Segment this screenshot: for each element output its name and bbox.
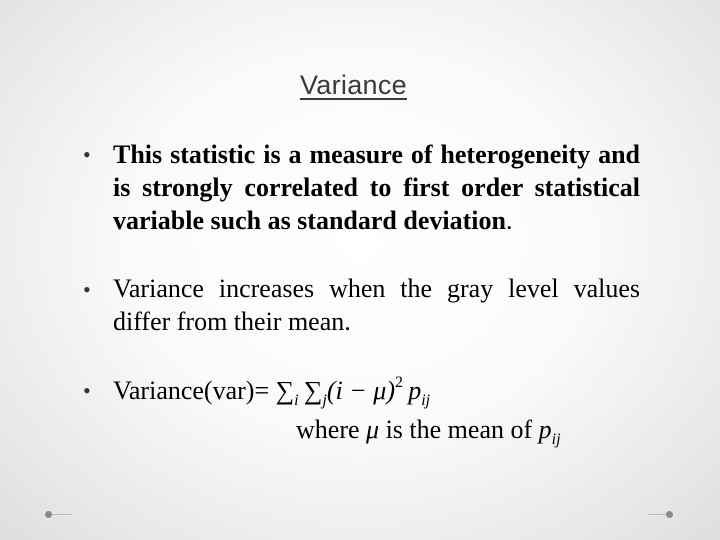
sum-index-j: j bbox=[322, 392, 327, 409]
formula-math bbox=[275, 374, 431, 409]
formula-p-subscript: ij bbox=[421, 392, 431, 409]
formula-exponent: 2 bbox=[394, 374, 403, 391]
footer-line-left bbox=[52, 514, 72, 515]
formula-label: Variance(var)= bbox=[113, 376, 270, 405]
formula-term: (i − μ) bbox=[326, 376, 395, 405]
where-mu: μ bbox=[366, 415, 380, 444]
corner-dot-left bbox=[45, 511, 52, 518]
where-middle: is the mean of bbox=[379, 415, 539, 444]
bullet-1-body: This statistic is a measure of heterogeneity and is strongly correlated to first order statistical variable such as standard deviation bbox=[113, 140, 640, 235]
where-p-subscript: ij bbox=[551, 431, 561, 448]
slide-title: Variance bbox=[300, 70, 407, 100]
bullet-1-text bbox=[113, 138, 640, 237]
bullet-marker: • bbox=[83, 142, 91, 167]
sum-index-i: i bbox=[294, 392, 299, 409]
sum-symbol: ∑ bbox=[275, 376, 295, 405]
sum-symbol: ∑ bbox=[303, 376, 323, 405]
where-prefix: where bbox=[296, 415, 367, 444]
bullet-marker: • bbox=[83, 378, 91, 403]
variance-formula bbox=[113, 374, 430, 410]
bullet-2-text: Variance increases when the gray level values differ from their mean. bbox=[113, 274, 640, 336]
bullet-marker: • bbox=[83, 277, 91, 302]
corner-dot-right bbox=[666, 511, 673, 518]
formula-where-line bbox=[296, 415, 561, 449]
formula-p: p bbox=[408, 376, 422, 405]
bullet-1-period: . bbox=[505, 206, 513, 235]
footer-line-right bbox=[648, 514, 666, 515]
where-p: p bbox=[538, 415, 552, 444]
